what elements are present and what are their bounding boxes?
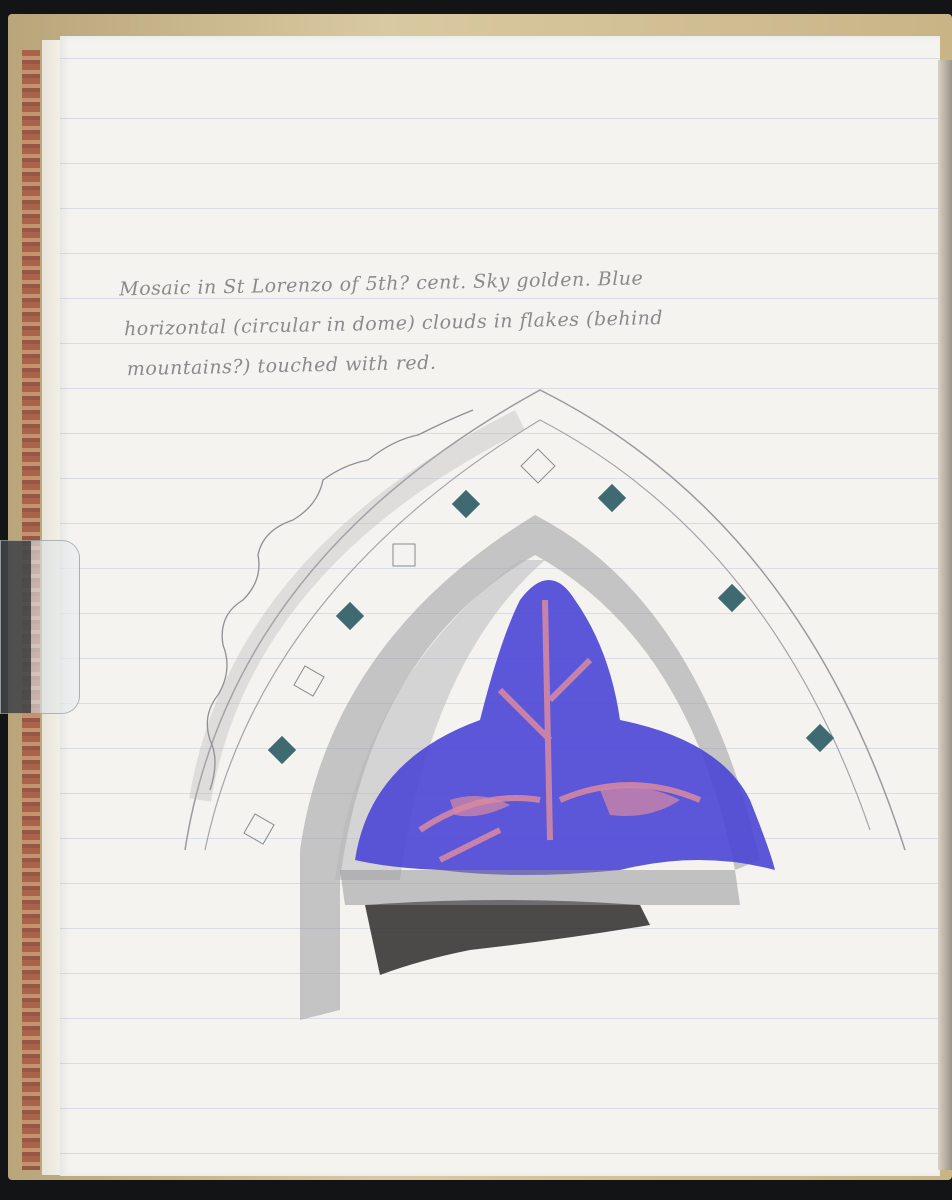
ornament xyxy=(294,666,324,696)
note-line-1: Mosaic in St Lorenzo of 5th? cent. Sky golden. Blue xyxy=(119,267,644,301)
dark-base xyxy=(365,900,650,975)
grey-ledge xyxy=(340,870,740,905)
note-line-3: mountains?) touched with red. xyxy=(126,351,437,381)
ornament xyxy=(244,814,274,844)
ornament xyxy=(521,449,555,483)
tile xyxy=(806,724,834,752)
note-line-2: horizontal (circular in dome) clouds in flakes (behind xyxy=(123,306,664,341)
ornament xyxy=(393,544,415,566)
tile xyxy=(598,484,626,512)
page-clip xyxy=(0,540,80,714)
tile xyxy=(268,736,296,764)
tile xyxy=(452,490,480,518)
tile xyxy=(336,602,364,630)
